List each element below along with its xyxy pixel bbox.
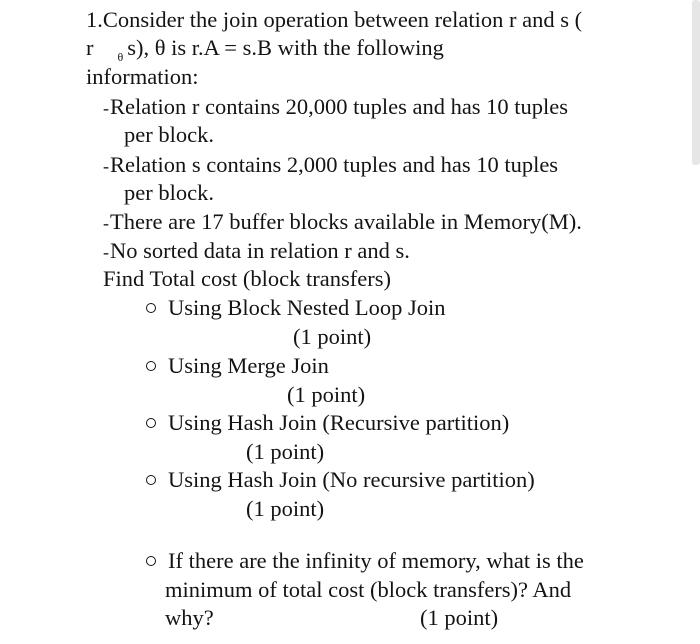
circle-bullet-icon xyxy=(146,361,156,371)
condition-item: -Relation r contains 20,000 tuples and has 10 tuples xyxy=(103,94,569,119)
circle-bullet-icon xyxy=(146,303,156,313)
part-item: Using Block Nested Loop Join xyxy=(146,294,445,322)
part-item-continuation: minimum of total cost (block transfers)? And xyxy=(165,577,572,602)
part-item: Using Hash Join (No recursive partition) xyxy=(146,466,535,494)
condition-item: -There are 17 buffer blocks available in Memory(M). xyxy=(103,209,582,234)
part-item: If there are the infinity of memory, what is the xyxy=(146,547,584,575)
relation-r: r xyxy=(86,35,94,60)
part-item: Using Merge Join xyxy=(146,352,329,380)
part-points: (1 point) xyxy=(287,382,366,407)
part-points: (1 point) xyxy=(246,439,325,464)
theta-subscript: θ xyxy=(117,50,124,64)
find-label: Find Total cost (block transfers) xyxy=(103,266,391,291)
intro-line-2 xyxy=(86,34,444,65)
intro-line-1: 1.Consider the join operation between relation r and s ( xyxy=(86,7,583,32)
condition-item-continuation: per block. xyxy=(124,122,214,147)
circle-bullet-icon xyxy=(146,475,156,485)
part-points: (1 point) xyxy=(293,324,372,349)
condition-item: -No sorted data in relation r and s. xyxy=(103,238,410,263)
condition-item: -Relation s contains 2,000 tuples and has 10 tuples xyxy=(103,152,559,177)
condition-item-continuation: per block. xyxy=(124,180,214,205)
circle-bullet-icon xyxy=(146,418,156,428)
part-item: Using Hash Join (Recursive partition) xyxy=(146,409,509,437)
dash-bullet: - xyxy=(103,213,109,233)
scrollbar[interactable] xyxy=(692,0,700,165)
part-points: (1 point) xyxy=(420,605,499,630)
part-item-continuation: why? xyxy=(165,605,214,630)
dash-bullet: - xyxy=(103,156,109,176)
dash-bullet: - xyxy=(103,242,109,262)
intro-line-2-rest: s), θ is r.A = s.B with the following xyxy=(127,35,444,60)
dash-bullet: - xyxy=(103,98,109,118)
circle-bullet-icon xyxy=(146,556,156,566)
intro-line-3: information: xyxy=(86,64,199,89)
part-points: (1 point) xyxy=(246,496,325,521)
